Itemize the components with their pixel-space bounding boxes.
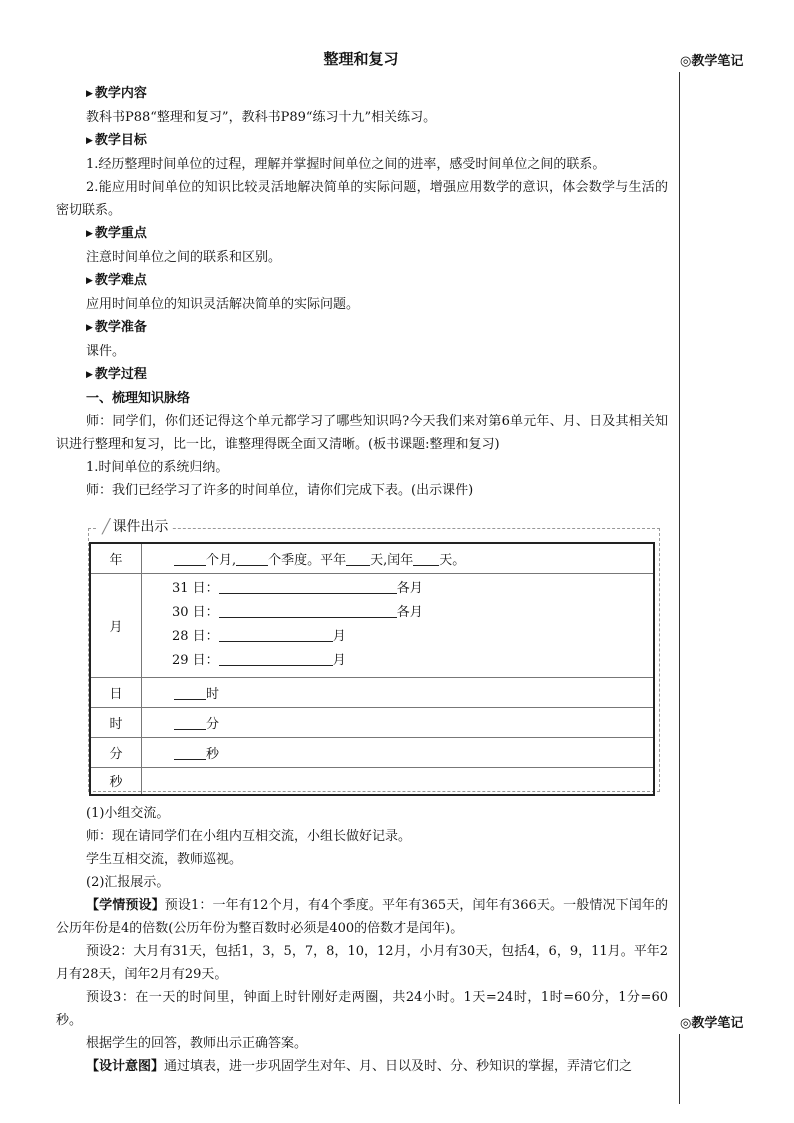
difficulty-text: 应用时间单位的知识灵活解决简单的实际问题。 — [86, 297, 360, 312]
goal-item-2: 2.能应用时间单位的知识比较灵活地解决简单的实际问题，增强应用数学的意识，体会数学与生活的密切联系。 — [56, 180, 668, 218]
paragraph: 师：现在请同学们在小组内互相交流，小组长做好记录。 — [86, 829, 412, 844]
forecast-label: 【学情预设】 — [86, 898, 165, 913]
triangle-bullet-icon: ▶ — [86, 323, 93, 333]
month-line: 30 日： 各月 — [172, 605, 423, 620]
fill-blank — [413, 552, 439, 566]
paragraph: 预设3：在一天的时间里，钟面上时针刚好走两圈，共24小时。1天=24时，1时=60分，1分=60秒。 — [56, 990, 668, 1028]
unit-cell: 秒 — [90, 767, 142, 795]
triangle-bullet-icon: ▶ — [86, 229, 93, 239]
content-text: 教科书P88“整理和复习”，教科书P89“练习十九”相关练习。 — [86, 110, 437, 125]
unit-cell: 分 — [90, 737, 142, 767]
month-line: 28 日： 月 — [172, 629, 346, 644]
design-label: 【设计意图】 — [86, 1059, 165, 1074]
paragraph: 学生互相交流，教师巡视。 — [86, 852, 243, 867]
part1-heading: 一、梳理知识脉络 — [86, 391, 191, 406]
fill-blank — [219, 604, 397, 618]
side-note-bottom: ◎教学笔记 — [680, 1016, 744, 1031]
section-heading-content: ▶ 教学内容 — [86, 86, 147, 101]
time-units-table — [89, 542, 655, 796]
triangle-bullet-icon: ▶ — [86, 370, 93, 380]
table-row-day — [90, 677, 654, 707]
fill-blank — [346, 552, 370, 566]
design-paragraph: 【设计意图】通过填表，进一步巩固学生对年、月、日以及时、分、秒知识的掌握，弄清它们之 — [86, 1059, 633, 1074]
month-line: 29 日： 月 — [172, 653, 346, 668]
paragraph: (1)小组交流。 — [86, 806, 170, 821]
unit-cell: 年 — [90, 543, 142, 573]
fill-blank — [174, 716, 206, 730]
card-label: ╱ 课件出示 — [98, 516, 172, 536]
paragraph: (2)汇报展示。 — [86, 875, 170, 890]
paragraph: 1.时间单位的系统归纳。 — [86, 460, 229, 475]
paragraph: 预设2：大月有31天，包括1，3，5，7，8，10，12月，小月有30天，包括4，6，9，11月。平年2月有28天，闰年2月有29天。 — [56, 944, 668, 982]
slash-icon: ╱ — [102, 519, 111, 535]
page-title: 整理和复习 — [323, 50, 399, 68]
triangle-bullet-icon: ▶ — [86, 136, 93, 146]
fill-blank — [219, 652, 333, 666]
section-heading-difficulty: ▶ 教学难点 — [86, 273, 147, 288]
paragraph: 师：我们已经学习了许多的时间单位，请你们完成下表。(出示课件) — [86, 483, 474, 498]
section-heading-prep: ▶ 教学准备 — [86, 320, 147, 335]
minute-fill-cell: 秒 — [142, 737, 655, 767]
fill-blank — [236, 552, 268, 566]
unit-cell: 日 — [90, 677, 142, 707]
table-row-month — [90, 573, 654, 677]
unit-cell: 月 — [90, 573, 142, 677]
second-fill-cell — [142, 767, 655, 795]
fill-blank — [219, 628, 333, 642]
fill-blank — [219, 580, 397, 594]
side-rule-top — [679, 72, 680, 1007]
section-heading-key: ▶ 教学重点 — [86, 226, 147, 241]
triangle-bullet-icon: ▶ — [86, 276, 93, 286]
day-fill-cell: 时 — [142, 677, 655, 707]
side-note-top: ◎教学笔记 — [680, 54, 744, 69]
courseware-card — [88, 516, 660, 792]
triangle-bullet-icon: ▶ — [86, 89, 93, 99]
key-text: 注意时间单位之间的联系和区别。 — [86, 250, 282, 265]
table-row-hour — [90, 707, 654, 737]
document-body — [56, 82, 668, 1078]
forecast-paragraph: 【学情预设】预设1：一年有12个月，有4个季度。平年有365天，闰年有366天。一般情况下闰年的公历年份是4的倍数(公历年份为整百数时必须是400的倍数才是闰年)。 — [56, 898, 668, 936]
unit-cell: 时 — [90, 707, 142, 737]
table-row-second — [90, 767, 654, 795]
month-fill-cell — [142, 573, 655, 677]
year-fill-cell: 个月, 个季度。平年 天,闰年 天。 — [142, 543, 655, 573]
section-heading-goal: ▶ 教学目标 — [86, 133, 147, 148]
month-line: 31 日： 各月 — [172, 581, 423, 596]
side-rule-bottom — [679, 1034, 680, 1104]
hour-fill-cell: 分 — [142, 707, 655, 737]
section-heading-process: ▶ 教学过程 — [86, 367, 147, 382]
table-row-minute — [90, 737, 654, 767]
goal-item-1: 1.经历整理时间单位的过程，理解并掌握时间单位之间的进率，感受时间单位之间的联系。 — [86, 157, 606, 172]
fill-blank — [174, 552, 206, 566]
table-row-year — [90, 543, 654, 573]
paragraph: 根据学生的回答，教师出示正确答案。 — [86, 1036, 308, 1051]
fill-blank — [174, 746, 206, 760]
paragraph: 师：同学们，你们还记得这个单元都学习了哪些知识吗?今天我们来对第6单元年、月、日及其相关知识进行整理和复习，比一比，谁整理得既全面又清晰。(板书课题:整理和复习) — [56, 414, 668, 452]
prep-text: 课件。 — [86, 344, 126, 359]
fill-blank — [174, 686, 206, 700]
